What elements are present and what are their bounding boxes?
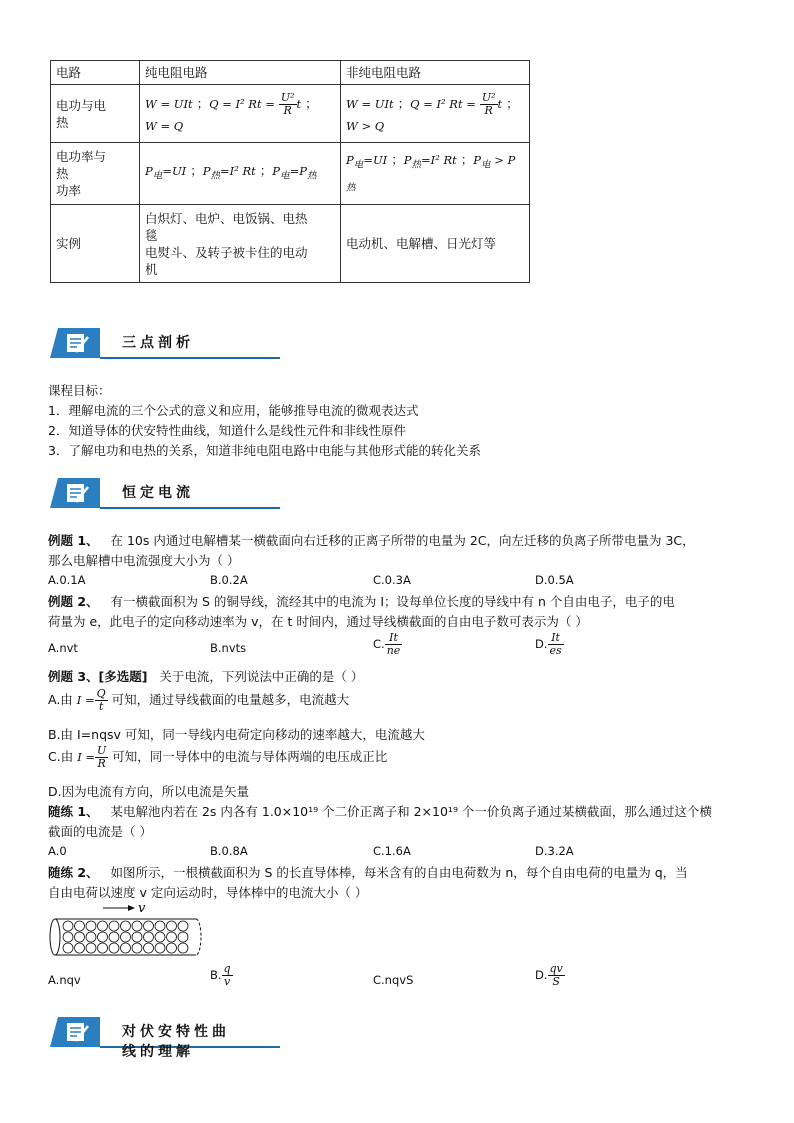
charge-circle — [167, 943, 177, 953]
option-c[interactable]: C.1.6A — [373, 844, 411, 858]
charge-circle — [63, 932, 73, 942]
charge-circle — [121, 943, 131, 953]
option-c[interactable]: C.nqvS — [373, 973, 414, 987]
charge-circle — [121, 932, 131, 942]
option-a[interactable]: A.0.1A — [48, 573, 86, 587]
charge-circle — [75, 932, 85, 942]
goals-heading: 课程目标： — [48, 383, 111, 398]
charge-circle — [109, 921, 119, 931]
option-d[interactable]: D. $\frac{qv}{S}$ — [535, 962, 563, 988]
practice-1-cont: 截面的电流是（ ） — [48, 824, 152, 839]
charge-circle — [167, 932, 177, 942]
charge-circle — [155, 932, 165, 942]
practice-1: 随练 1、 某电解池内若在 2s 内各有 1.0×10¹⁹ 个二价正离子和 2×10¹⁹ 个一价负离子通过某横截面，那么通过这个横 — [48, 804, 712, 819]
table-header-cell: 纯电阻电路 — [140, 61, 341, 85]
goal-item: 3．了解电功和电热的关系，知道非纯电阻电路中电能与其他形式能的转化关系 — [48, 443, 481, 458]
question-2: 例题 2、 有一横截面积为 S 的铜导线，流经其中的电流为 I；设每单位长度的导线中有 n 个自由电子，电子的电 — [48, 594, 675, 609]
charge-circle — [86, 932, 96, 942]
nonpure-power-formula: $P_电=UI$ ；$P_热=I^2$ Rt ；$P_电 > P_热$ — [341, 143, 530, 205]
option-d[interactable]: D.因为电流有方向，所以电流是矢量 — [48, 784, 250, 799]
option-b[interactable]: B.由 I=nqsv 可知，同一导线内电荷定向移动的速率越大，电流越大 — [48, 727, 425, 742]
option-c[interactable]: C.0.3A — [373, 573, 411, 587]
option-b[interactable]: B.0.8A — [210, 844, 248, 858]
charge-circle — [63, 921, 73, 931]
charge-circle — [132, 943, 142, 953]
question-1: 例题 1、 在 10s 内通过电解槽某一横截面向右迁移的正离子所带的电量为 2C，向左迁移的负离子所带电量为 3C， — [48, 533, 695, 548]
section-title: 对伏安特性曲线的理解 — [122, 1024, 230, 1060]
table-row-label: 实例 — [51, 205, 140, 283]
notepad-icon — [50, 478, 100, 508]
option-d[interactable]: D.0.5A — [535, 573, 574, 587]
question-3: 例题 3、[多选题] 关于电流，下列说法中正确的是（ ） — [48, 669, 364, 684]
section-title: 恒定电流 — [122, 485, 194, 501]
option-b[interactable]: B.0.2A — [210, 573, 248, 587]
section-header-iv-curve — [50, 1017, 230, 1060]
option-a[interactable]: A.由 I = $\frac{Q}{t}$ 可知，通过导线截面的电量越多，电流越大 — [48, 687, 350, 713]
question-1-cont: 那么电解槽中电流强度大小为（ ） — [48, 553, 240, 568]
charge-circle — [75, 921, 85, 931]
charge-circle — [178, 932, 188, 942]
section-title: 三点剖析 — [122, 335, 194, 351]
charge-circle — [86, 943, 96, 953]
velocity-label: v — [138, 901, 146, 916]
pure-power-formula: $P_电=UI$ ；$P_热=I^2$ Rt ；$P_电=P_热$ — [140, 143, 341, 205]
charge-circle — [63, 943, 73, 953]
charge-circle — [132, 932, 142, 942]
charge-circle — [155, 921, 165, 931]
charge-circle — [178, 921, 188, 931]
option-d[interactable]: D.3.2A — [535, 844, 574, 858]
charge-circle — [75, 943, 85, 953]
pure-examples: 白炽灯、电炉、电饭锅、电热 毯 电熨斗、及转子被卡住的电动 机 — [140, 205, 341, 283]
charge-circle — [178, 943, 188, 953]
section-header-analysis — [50, 328, 230, 360]
option-a[interactable]: A.0 — [48, 844, 67, 858]
option-d[interactable]: D. $\frac{It}{es}$ — [535, 631, 562, 657]
option-a[interactable]: A.nqv — [48, 973, 81, 987]
charge-circle — [132, 921, 142, 931]
charge-circle — [144, 921, 154, 931]
charge-circle — [86, 921, 96, 931]
charge-circle — [98, 932, 108, 942]
table-row-label: 电功率与 热 功率 — [51, 143, 140, 205]
charge-circle — [167, 921, 177, 931]
pure-work-formula: W = UIt ；Q = I² Rt = $\frac{\text{U²}}{R}$ t ； W = Q — [140, 85, 341, 143]
notepad-icon — [50, 1017, 100, 1047]
charge-circle — [144, 943, 154, 953]
section-header-current — [50, 478, 230, 510]
option-b[interactable]: B. $\frac{q}{v}$ — [210, 962, 231, 988]
table-header-cell: 非纯电阻电路 — [341, 61, 530, 85]
nonpure-work-formula: W = UIt ；Q = I² Rt = $\frac{\text{U²}}{R}$ t ； W > Q — [341, 85, 530, 143]
option-c[interactable]: C.由 I = $\frac{U}{R}$ 可知，同一导体中的电流与导体两端的电压成正比 — [48, 744, 388, 770]
charge-circle — [109, 932, 119, 942]
conductor-rod-figure — [48, 900, 203, 958]
charge-circle — [109, 943, 119, 953]
practice-2-cont: 自由电荷以速度 v 定向运动时，导体棒中的电流大小（ ） — [48, 885, 368, 900]
nonpure-examples: 电动机、电解槽、日光灯等 — [341, 205, 530, 283]
goal-item: 1．理解电流的三个公式的意义和应用，能够推导电流的微观表达式 — [48, 403, 419, 418]
charge-circle — [98, 943, 108, 953]
charge-circle — [155, 943, 165, 953]
charge-circle — [98, 921, 108, 931]
table-row-label: 电功与电 热 — [51, 85, 140, 143]
table-header-cell: 电路 — [51, 61, 140, 85]
charge-circle — [121, 921, 131, 931]
option-b[interactable]: B.nvts — [210, 641, 247, 655]
question-2-cont: 荷量为 e，此电子的定向移动速率为 v，在 t 时间内，通过导线横截面的自由电子数可表示为（ ） — [48, 614, 588, 629]
charge-circle — [144, 932, 154, 942]
option-a[interactable]: A.nvt — [48, 641, 78, 655]
circuit-comparison-table — [50, 60, 530, 283]
practice-2: 随练 2、 如图所示，一根横截面积为 S 的长直导体棒，每米含有的自由电荷数为 n，每个自由电荷的电量为 q，当 — [48, 865, 688, 880]
notepad-icon — [50, 328, 100, 358]
goal-item: 2．知道导体的伏安特性曲线，知道什么是线性元件和非线性原件 — [48, 423, 406, 438]
option-c[interactable]: C. $\frac{It}{ne}$ — [373, 631, 401, 657]
